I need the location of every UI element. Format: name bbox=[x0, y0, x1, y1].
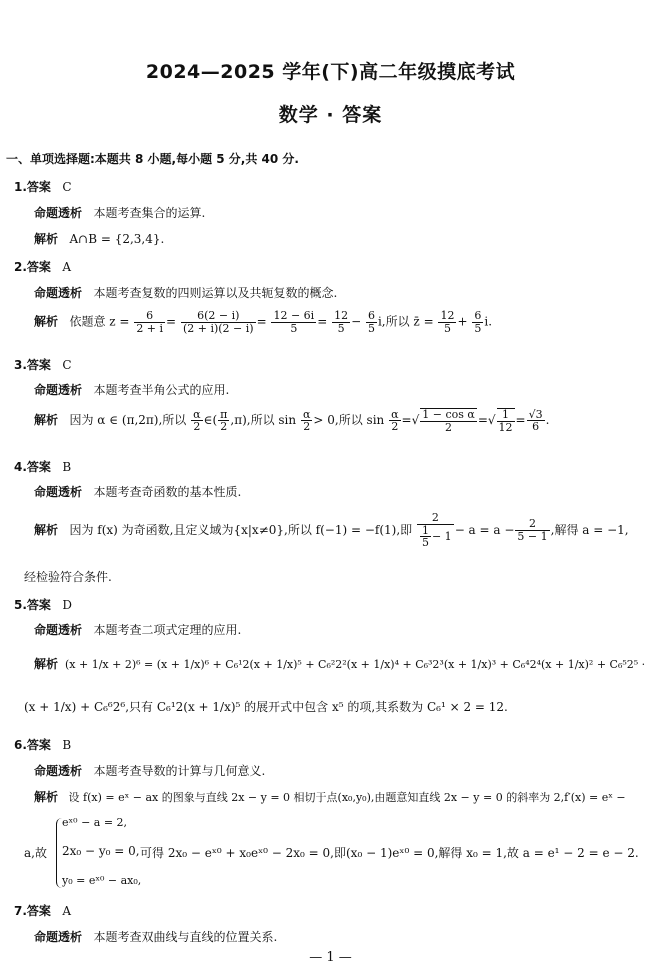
q6-system-eq1: eˣ⁰ − a = 2, bbox=[62, 816, 128, 829]
q2-analysis: 命题透析 本题考查复数的四则运算以及共轭复数的概念. bbox=[34, 286, 338, 300]
q3-answer-line: 3.答案 C bbox=[14, 358, 72, 372]
q4-answer-line: 4.答案 B bbox=[14, 460, 72, 474]
q5-answer-line: 5.答案 D bbox=[14, 598, 73, 612]
q6-answer-line: 6.答案 B bbox=[14, 738, 72, 752]
q6-analysis: 命题透析 本题考查导数的计算与几何意义. bbox=[34, 764, 266, 778]
q6-system-eq3: y₀ = eˣ⁰ − ax₀, bbox=[62, 874, 142, 887]
q6-solution-rest: 可得 2x₀ − eˣ⁰ + x₀eˣ⁰ − 2x₀ = 0,即(x₀ − 1)eˣ⁰ = 0,解得 x₀ = 1,故 a = e¹ − 2 = e − 2. bbox=[140, 846, 639, 860]
q3-analysis: 命题透析 本题考查半角公式的应用. bbox=[34, 383, 230, 397]
q6-solution-line1: 解析 设 f(x) = eˣ − ax 的图象与直线 2x − y = 0 相切于点(x₀,y₀),由题意知直线 2x − y = 0 的斜率为 2,f′(x) = eˣ − bbox=[34, 790, 626, 804]
page-title: 2024—2025 学年(下)高二年级摸底考试 bbox=[145, 61, 516, 83]
section-heading: 一、单项选择题:本题共 8 小题,每小题 5 分,共 40 分. bbox=[6, 152, 299, 166]
page-subtitle: 数学 · 答案 bbox=[278, 104, 383, 126]
q7-analysis: 命题透析 本题考查双曲线与直线的位置关系. bbox=[34, 930, 278, 944]
q5-solution-line1: 解析 (x + 1/x + 2)⁶ = (x + 1/x)⁶ + C₆¹2(x + 1/x)⁵ + C₆²2²(x + 1/x)⁴ + C₆³2³(x + 1/x)³ + C₆⁴2⁴(x + 1/x)² + C₆⁵2⁵ · bbox=[34, 657, 646, 671]
q1-solution: 解析 A∩B = {2,3,4}. bbox=[34, 232, 165, 246]
q4-analysis: 命题透析 本题考查奇函数的基本性质. bbox=[34, 485, 242, 499]
q2-answer-line: 2.答案 A bbox=[14, 260, 72, 274]
q6-system-eq2: 2x₀ − y₀ = 0, bbox=[62, 844, 140, 858]
q5-analysis: 命题透析 本题考查二项式定理的应用. bbox=[34, 623, 242, 637]
q1-answer-line: 1.答案 C bbox=[14, 180, 72, 194]
page-number: — 1 — bbox=[309, 950, 352, 965]
q3-solution: 解析 因为 α ∈ (π,2π),所以 $\frac{\alpha}{2}$ ∈( $\frac{\pi}{2}$ ,π),所以 sin $\frac{\alpha}{2}$ > 0,所以 sin $\frac{\alpha}{2}$ =√ $\frac{\text{1 − cos α}}{2}$ =√ $\frac{1}{12}$ = $\frac{√3}{6}$ . bbox=[34, 407, 550, 434]
q5-solution-line2: (x + 1/x) + C₆⁶2⁶,只有 C₆¹2(x + 1/x)⁵ 的展开式中包含 x⁵ 的项,其系数为 C₆¹ × 2 = 12. bbox=[24, 700, 508, 714]
q6-solution-prefix: a,故 bbox=[24, 846, 47, 860]
q4-continuation: 经检验符合条件. bbox=[24, 570, 112, 584]
q2-solution: 解析 依题意 z = $\frac{6}{2 + i}$ = $\frac{6(2 - i)}{(2 + i)(2 - i)}$ = $\frac{12 - 6i}{5}$ = $\frac{12}{5}$ − $\frac{6}{5}$ i,所以 z̄ = $\frac{12}{5}$ + $\frac{6}{5}$ i. bbox=[34, 309, 493, 335]
q7-answer-line: 7.答案 A bbox=[14, 904, 72, 918]
q1-analysis: 命题透析 本题考查集合的运算. bbox=[34, 206, 206, 220]
q4-solution: 解析 因为 f(x) 为奇函数,且定义域为{x|x≠0},所以 f(−1) = −f(1),即 2 $\frac{1}{5}$ − 1 − a = a − $\frac{2}{5 - 1}$ ,解得 a = −1, bbox=[34, 511, 629, 550]
